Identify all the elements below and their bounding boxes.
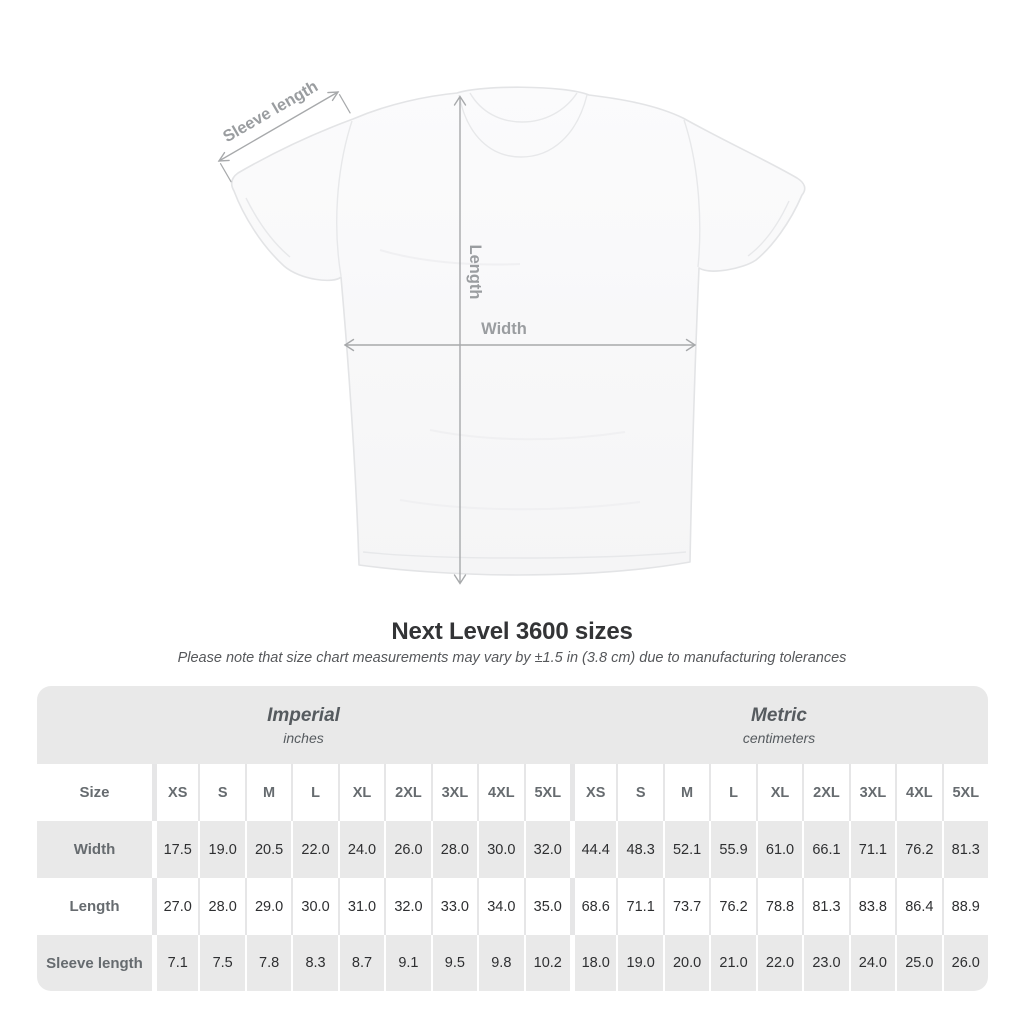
imperial-value-cell: 27.0 (152, 878, 198, 935)
metric-value-cell: 21.0 (709, 935, 755, 991)
measurement-row-sleeve-length (37, 935, 988, 991)
metric-size-header: 5XL (942, 764, 988, 821)
imperial-size-header: 5XL (524, 764, 570, 821)
imperial-size-header: 3XL (431, 764, 477, 821)
imperial-value-cell: 28.0 (198, 878, 244, 935)
imperial-size-header: M (245, 764, 291, 821)
imperial-value-cell: 22.0 (291, 821, 337, 878)
metric-size-header: 3XL (849, 764, 895, 821)
metric-value-cell: 26.0 (942, 935, 988, 991)
extension-line (340, 95, 351, 113)
metric-size-header: XS (570, 764, 616, 821)
imperial-value-cell: 32.0 (384, 878, 430, 935)
metric-size-header: L (709, 764, 755, 821)
imperial-value-cell: 7.1 (152, 935, 198, 991)
imperial-value-cell: 24.0 (338, 821, 384, 878)
unit-system-header-band (37, 686, 988, 764)
imperial-unit-label: inches (283, 729, 324, 746)
metric-size-header: 2XL (802, 764, 848, 821)
imperial-size-header: S (198, 764, 244, 821)
imperial-value-cell: 20.5 (245, 821, 291, 878)
imperial-value-cell: 7.8 (245, 935, 291, 991)
length-label: Length (466, 244, 484, 300)
size-chart-table (37, 686, 988, 991)
metric-value-cell: 23.0 (802, 935, 848, 991)
imperial-value-cell: 8.3 (291, 935, 337, 991)
metric-value-cell: 18.0 (570, 935, 616, 991)
metric-value-cell: 83.8 (849, 878, 895, 935)
metric-section-header (570, 686, 988, 764)
metric-value-cell: 55.9 (709, 821, 755, 878)
tolerance-note: Please note that size chart measurements may vary by ±1.5 in (3.8 cm) due to manufacturing tolerances (177, 650, 847, 666)
extension-line (221, 164, 232, 182)
imperial-size-header: XS (152, 764, 198, 821)
metric-value-cell: 68.6 (570, 878, 616, 935)
metric-value-cell: 48.3 (616, 821, 662, 878)
metric-value-cell: 44.4 (570, 821, 616, 878)
imperial-value-cell: 34.0 (477, 878, 523, 935)
metric-value-cell: 25.0 (895, 935, 941, 991)
imperial-value-cell: 8.7 (338, 935, 384, 991)
metric-value-cell: 20.0 (663, 935, 709, 991)
metric-value-cell: 73.7 (663, 878, 709, 935)
imperial-value-cell: 19.0 (198, 821, 244, 878)
imperial-value-cell: 10.2 (524, 935, 570, 991)
metric-value-cell: 24.0 (849, 935, 895, 991)
metric-size-header: 4XL (895, 764, 941, 821)
measurement-row-length (37, 878, 988, 935)
metric-value-cell: 86.4 (895, 878, 941, 935)
metric-value-cell: 66.1 (802, 821, 848, 878)
row-label: Sleeve length (46, 954, 143, 972)
metric-value-cell: 76.2 (895, 821, 941, 878)
imperial-value-cell: 9.5 (431, 935, 477, 991)
imperial-size-header: 2XL (384, 764, 430, 821)
imperial-value-cell: 29.0 (245, 878, 291, 935)
size-table-body (37, 764, 988, 991)
width-label: Width (481, 320, 527, 338)
metric-unit-label: centimeters (742, 729, 816, 746)
measurement-row-width (37, 821, 988, 878)
imperial-value-cell: 17.5 (152, 821, 198, 878)
imperial-size-header: 4XL (477, 764, 523, 821)
metric-value-cell: 81.3 (802, 878, 848, 935)
metric-value-cell: 52.1 (663, 821, 709, 878)
metric-value-cell: 78.8 (756, 878, 802, 935)
imperial-value-cell: 31.0 (338, 878, 384, 935)
row-label: Width (73, 841, 116, 858)
metric-size-header: S (616, 764, 662, 821)
imperial-value-cell: 32.0 (524, 821, 570, 878)
imperial-size-header: L (291, 764, 337, 821)
metric-value-cell: 71.1 (616, 878, 662, 935)
imperial-value-cell: 28.0 (431, 821, 477, 878)
metric-size-header: M (663, 764, 709, 821)
metric-size-header: XL (756, 764, 802, 821)
metric-value-cell: 88.9 (942, 878, 988, 935)
imperial-value-cell: 30.0 (291, 878, 337, 935)
page-title: Next Level 3600 sizes (391, 618, 633, 645)
imperial-value-cell: 9.8 (477, 935, 523, 991)
imperial-value-cell: 33.0 (431, 878, 477, 935)
size-column-header: Size (79, 784, 110, 801)
imperial-value-cell: 35.0 (524, 878, 570, 935)
row-label: Length (69, 898, 120, 915)
imperial-value-cell: 26.0 (384, 821, 430, 878)
imperial-value-cell: 30.0 (477, 821, 523, 878)
imperial-value-cell: 7.5 (198, 935, 244, 991)
sleeve-length-label: Sleeve length (219, 77, 322, 147)
metric-value-cell: 76.2 (709, 878, 755, 935)
metric-value-cell: 22.0 (756, 935, 802, 991)
imperial-size-header: XL (338, 764, 384, 821)
imperial-section-header (37, 686, 570, 764)
metric-value-cell: 71.1 (849, 821, 895, 878)
imperial-value-cell: 9.1 (384, 935, 430, 991)
size-header-row (37, 764, 988, 821)
metric-label: Metric (751, 704, 807, 726)
imperial-label: Imperial (267, 704, 340, 726)
metric-value-cell: 61.0 (756, 821, 802, 878)
metric-value-cell: 81.3 (942, 821, 988, 878)
metric-value-cell: 19.0 (616, 935, 662, 991)
